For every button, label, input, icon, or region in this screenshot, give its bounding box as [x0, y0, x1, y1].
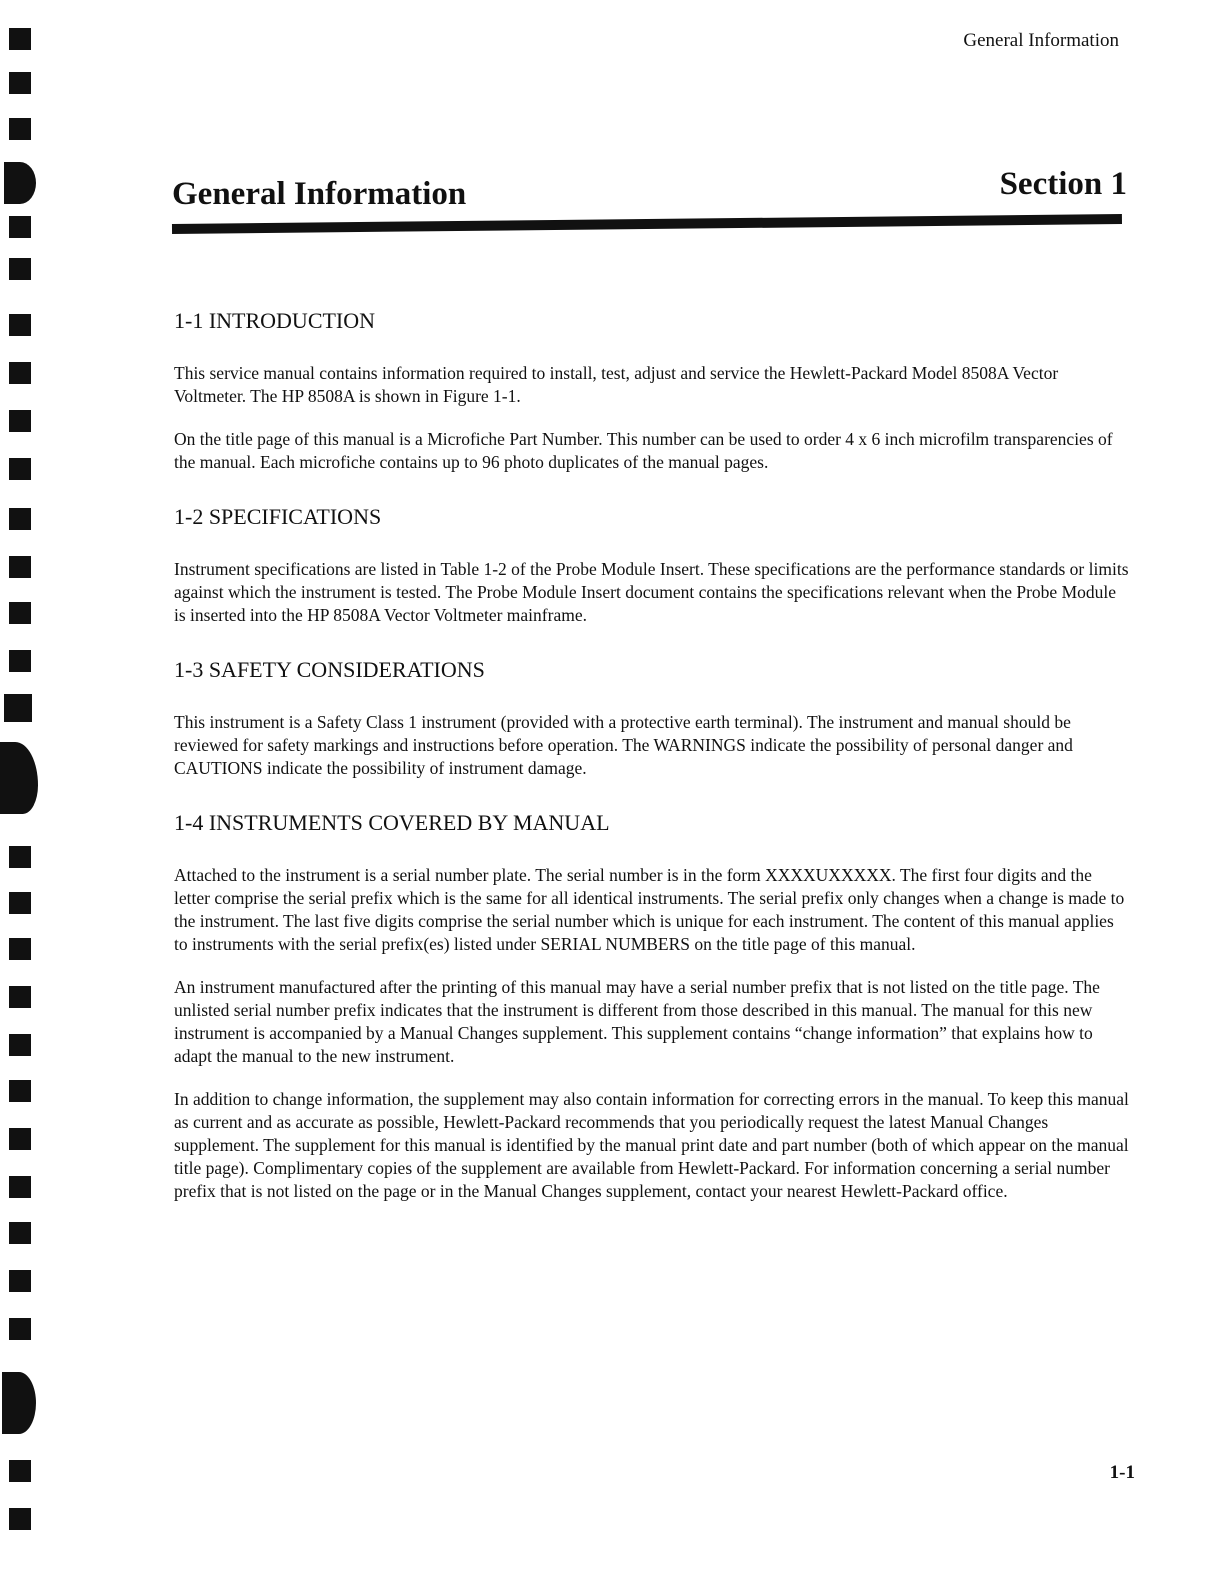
binding-hole	[9, 216, 31, 238]
binding-hole	[9, 458, 31, 480]
binding-hole	[9, 846, 31, 868]
page-title: General Information	[172, 176, 467, 212]
binding-hole	[9, 1222, 31, 1244]
binding-hole	[9, 28, 31, 50]
binding-holes	[0, 0, 40, 1584]
document-body	[174, 308, 1129, 1233]
title-rule	[172, 214, 1122, 234]
binding-hole	[9, 602, 31, 624]
binding-hole	[9, 258, 31, 280]
section-heading: 1-1 INTRODUCTION	[174, 308, 376, 333]
binding-hole	[9, 650, 31, 672]
binding-hole	[9, 556, 31, 578]
section-instruments-covered	[174, 810, 1129, 1203]
binding-hole	[9, 1270, 31, 1292]
section-introduction	[174, 308, 1129, 474]
binding-hole	[9, 938, 31, 960]
binding-mark	[2, 1372, 36, 1434]
paragraph: Instrument specifications are listed in Table 1-2 of the Probe Module Insert. These specifications are the performance standards or limits against which the instrument is tested. The Probe Module Insert document contains the specifications relevant when the Probe Module is inserted into the HP 8508A Vector Voltmeter mainframe.	[174, 559, 1129, 625]
binding-hole	[9, 1176, 31, 1198]
binding-hole	[9, 362, 31, 384]
binding-hole	[9, 1460, 31, 1482]
paragraph: In addition to change information, the supplement may also contain information for correcting errors in the manual. To keep this manual as current and as accurate as possible, Hewlett-Packard recommends that you periodically request the latest Manual Changes supplement. The supplement for this manual is identified by the manual print date and part number (both of which appear on the manual title page). Complimentary copies of the supplement are available from Hewlett-Packard. For information concerning a serial number prefix that is not listed on the page or in the Manual Changes supplement, contact your nearest Hewlett-Packard office.	[174, 1089, 1129, 1201]
binding-hole	[9, 314, 31, 336]
running-header: General Information	[963, 30, 1119, 51]
binding-hole	[9, 1128, 31, 1150]
binding-hole	[9, 1318, 31, 1340]
paragraph: An instrument manufactured after the printing of this manual may have a serial number prefix that is not listed on the title page. The unlisted serial number prefix indicates that the instrument is different from those described in this manual. The manual for this new instrument is accompanied by a Manual Changes supplement. This supplement contains “change information” that explains how to adapt the manual to the new instrument.	[174, 977, 1100, 1066]
page-number: 1-1	[1109, 1462, 1135, 1483]
binding-mark	[4, 162, 36, 204]
binding-hole	[9, 1034, 31, 1056]
binding-hole	[9, 986, 31, 1008]
paragraph: This service manual contains information required to install, test, adjust and service the Hewlett-Packard Model 8508A Vector Voltmeter. The HP 8508A is shown in Figure 1-1.	[174, 363, 1059, 406]
binding-hole	[9, 508, 31, 530]
binding-hole	[9, 892, 31, 914]
section-heading: 1-3 SAFETY CONSIDERATIONS	[174, 657, 485, 682]
binding-hole	[9, 410, 31, 432]
section-specifications	[174, 504, 1129, 627]
binding-hole	[9, 1080, 31, 1102]
binding-mark	[4, 694, 32, 722]
binding-hole	[9, 72, 31, 94]
paragraph: Attached to the instrument is a serial number plate. The serial number is in the form XXXXUXXXXX. The first four digits and the letter comprise the serial prefix which is the same for all identical instruments. The serial prefix only changes when a change is made to the instrument. The last five digits comprise the serial number which is unique for each instrument. The content of this manual applies to instruments with the serial prefix(es) listed under SERIAL NUMBERS on the title page of this manual.	[174, 865, 1125, 954]
section-label: Section 1	[999, 166, 1127, 202]
binding-hole	[9, 1508, 31, 1530]
paragraph: This instrument is a Safety Class 1 instrument (provided with a protective earth terminal). The instrument and manual should be reviewed for safety markings and instructions before operation. The WARNINGS indicate the possibility of personal danger and CAUTIONS indicate the possibility of instrument damage.	[174, 712, 1073, 778]
paragraph: On the title page of this manual is a Microfiche Part Number. This number can be used to order 4 x 6 inch microfilm transparencies of the manual. Each microfiche contains up to 96 photo duplicates of the manual pages.	[174, 429, 1113, 472]
binding-hole	[9, 118, 31, 140]
section-safety-considerations	[174, 657, 1129, 780]
section-heading: 1-2 SPECIFICATIONS	[174, 504, 382, 529]
binding-mark	[0, 742, 38, 814]
section-heading: 1-4 INSTRUMENTS COVERED BY MANUAL	[174, 810, 610, 835]
